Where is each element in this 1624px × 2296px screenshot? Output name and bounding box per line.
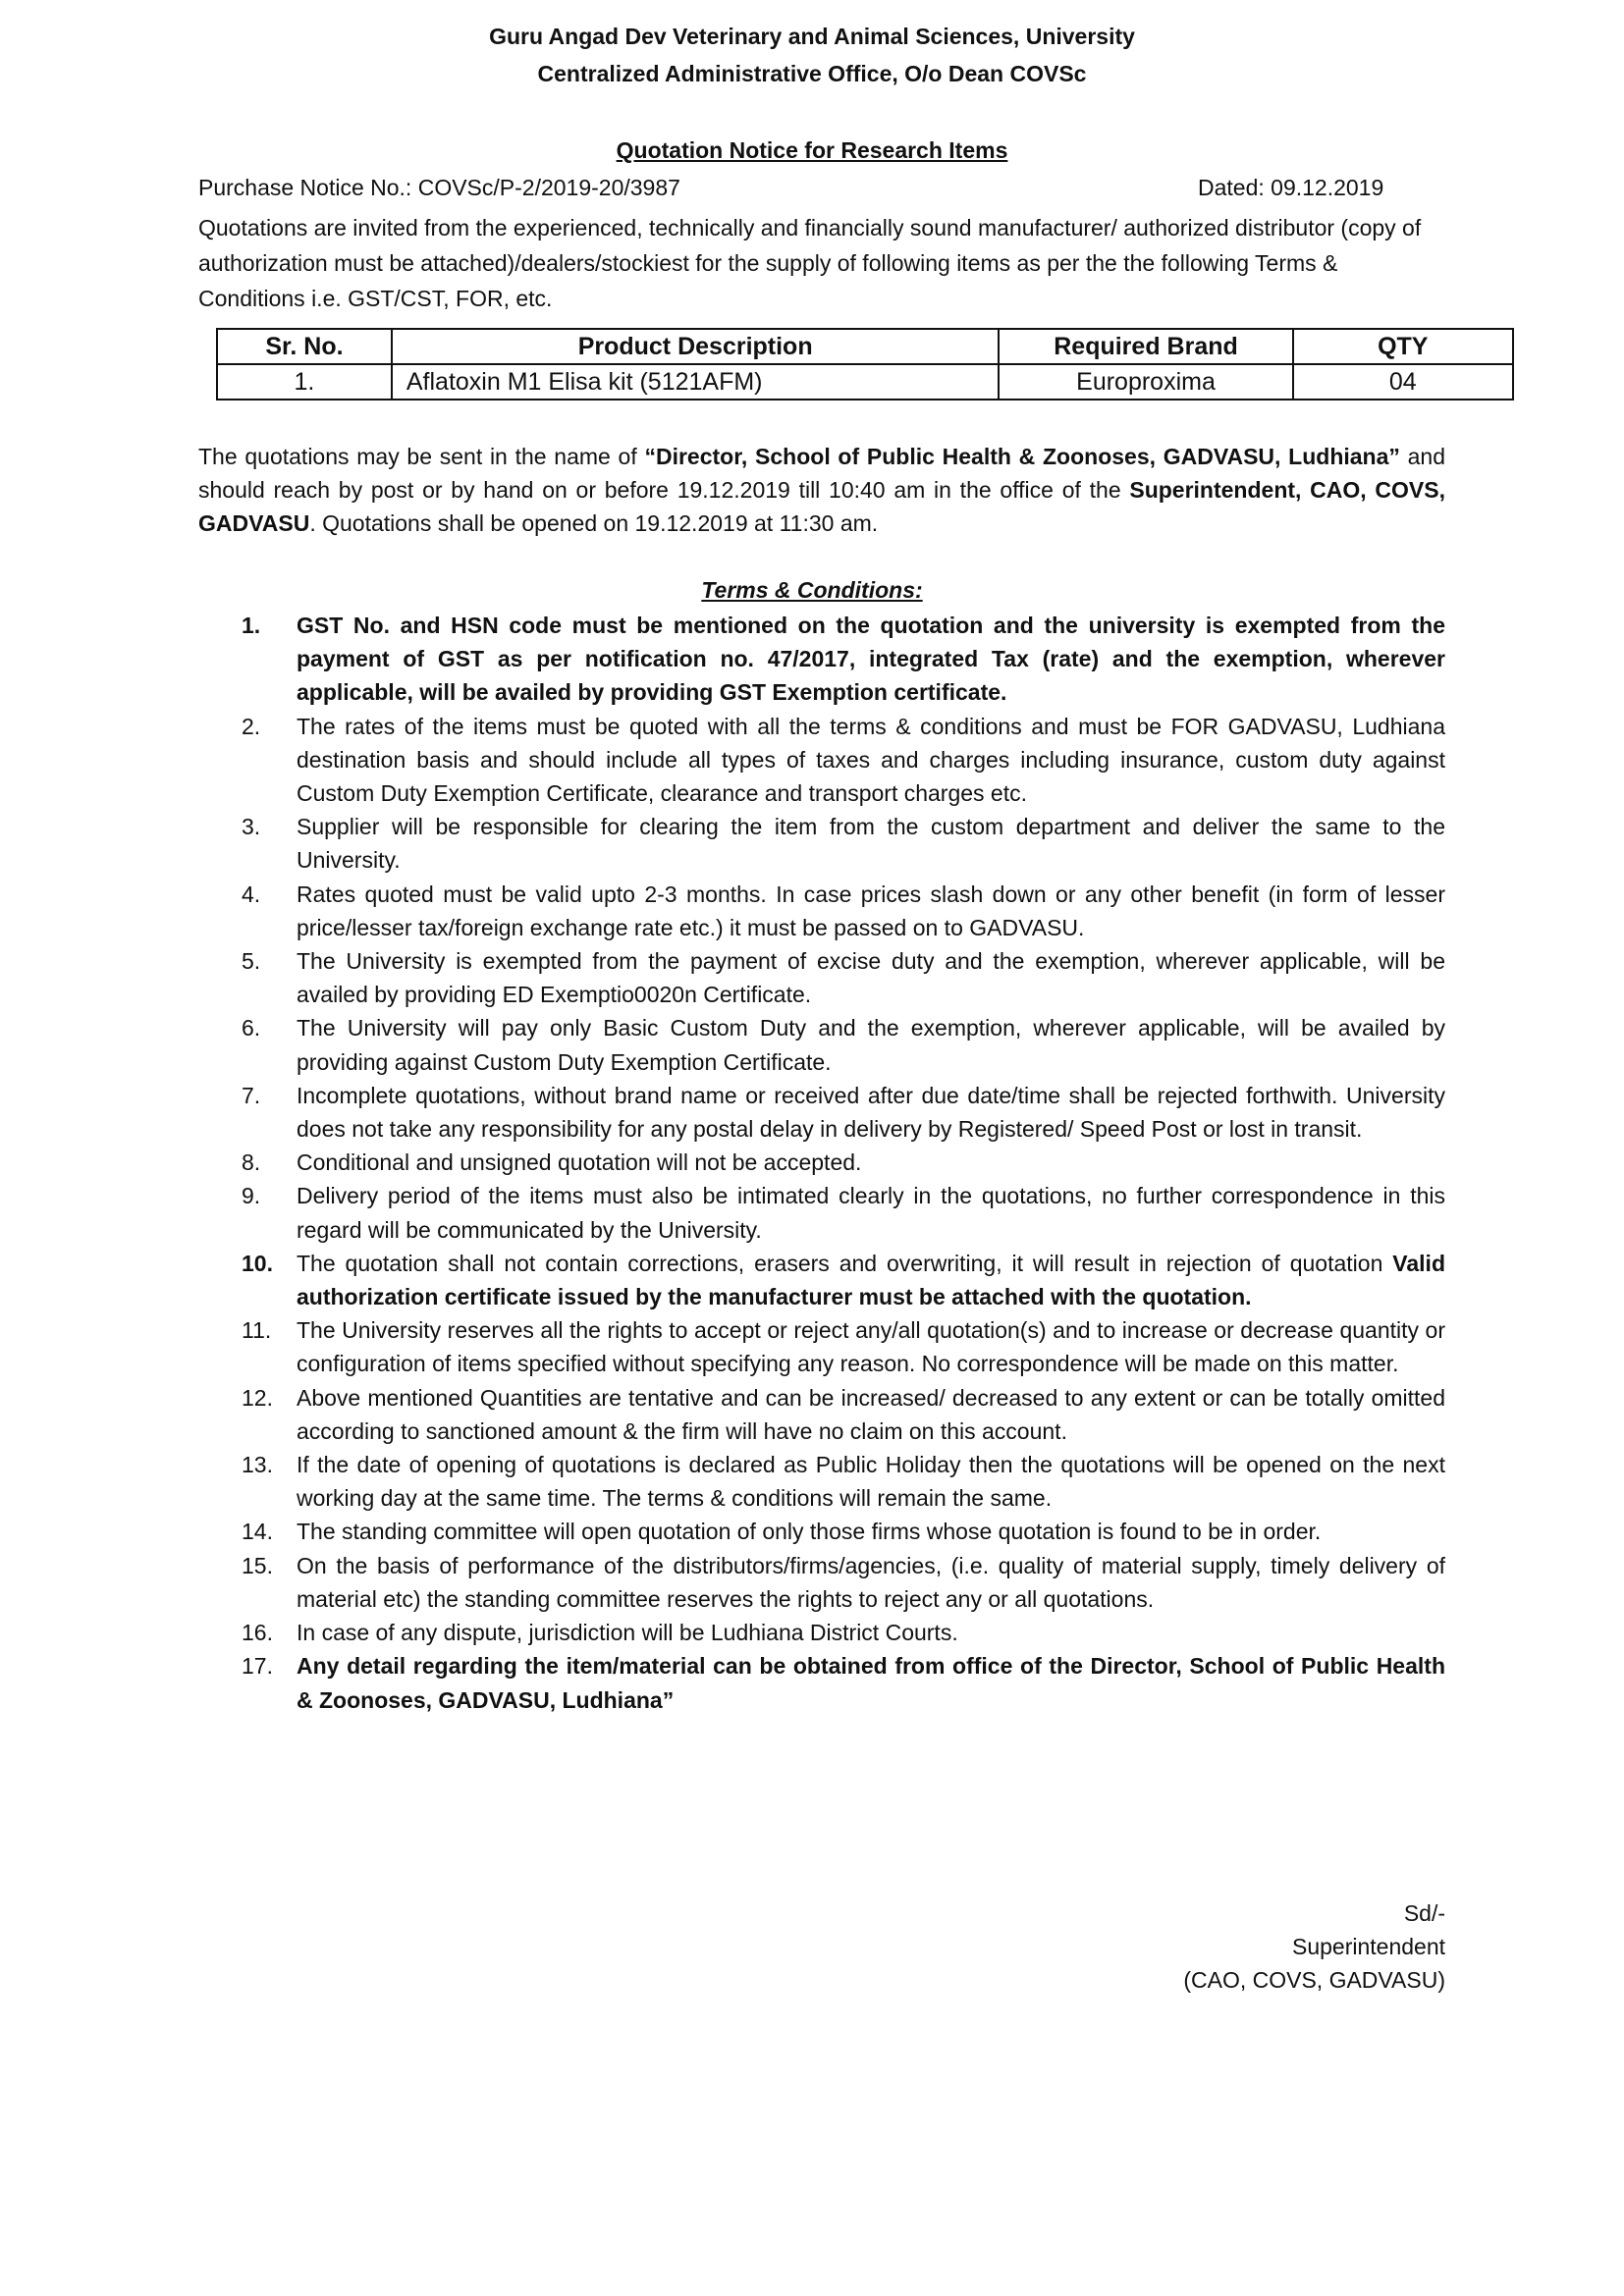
- term-number: 8.: [242, 1149, 261, 1176]
- list-item: [198, 1313, 1445, 1380]
- table-header-row: [217, 329, 1513, 364]
- term-number: 9.: [242, 1183, 261, 1209]
- term-text: Conditional and unsigned quotation will not be accepted.: [297, 1149, 862, 1176]
- list-item: [198, 1011, 1445, 1078]
- intro-paragraph: Quotations are invited from the experienced, technically and financially sound manufacturer/ authorized distributor (copy of authorization must be attached)/dealers/stockiest for the supply of following items as per the the following Terms & Conditions i.e. GST/CST, FOR, etc.: [198, 215, 1422, 311]
- term-number: 10.: [242, 1250, 273, 1276]
- term-text: In case of any dispute, jurisdiction will be Ludhiana District Courts.: [297, 1620, 958, 1646]
- term-text: The standing committee will open quotation of only those firms whose quotation is found to be in order.: [297, 1519, 1322, 1545]
- term-text: The University reserves all the rights to accept or reject any/all quotation(s) and to increase or decrease quantity or configuration of items specified without specifying any reason. No correspondence will be made on this matter.: [297, 1317, 1445, 1377]
- term-number: 14.: [242, 1519, 273, 1545]
- cell-product-description: Aflatoxin M1 Elisa kit (5121AFM): [392, 364, 1000, 400]
- submission-paragraph: [198, 440, 1445, 540]
- signature-office: (CAO, COVS, GADVASU): [1183, 1967, 1445, 1993]
- submission-office: Superintendent, CAO, COVS, GADVASU: [198, 477, 1445, 536]
- term-text-bold: Valid authorization certificate issued by the manufacturer must be attached with the quotation.: [297, 1250, 1445, 1310]
- term-number: 11.: [242, 1317, 272, 1344]
- list-item: [198, 810, 1445, 877]
- column-header-qty: QTY: [1293, 329, 1513, 364]
- term-text: Above mentioned Quantities are tentative and can be increased/ decreased to any extent or can be totally omitted according to sanctioned amount & the firm will have no claim on this account.: [297, 1384, 1445, 1444]
- submission-text-2: and should reach by post or by hand on or before 19.12.2019 till 10:40 am in the office of the: [198, 444, 1445, 503]
- cell-sr-no: 1.: [217, 364, 392, 400]
- term-number: 4.: [242, 881, 261, 907]
- notice-date: Dated: 09.12.2019: [1198, 175, 1384, 200]
- list-item: [198, 1079, 1445, 1146]
- submission-text-1: The quotations may be sent in the name of: [198, 444, 645, 469]
- term-text: Delivery period of the items must also be intimated clearly in the quotations, no further correspondence in this regard will be communicated by the University.: [297, 1183, 1445, 1243]
- term-number: 3.: [242, 814, 261, 840]
- list-item: [198, 1247, 1445, 1313]
- submission-addressee: “Director, School of Public Health & Zoonoses, GADVASU, Ludhiana”: [644, 444, 1400, 469]
- table-row: [217, 364, 1513, 400]
- terms-list: [198, 609, 1445, 1717]
- term-text: Supplier will be responsible for clearing the item from the custom department and deliver the same to the University.: [297, 814, 1445, 874]
- list-item: [198, 1649, 1445, 1716]
- list-item: [198, 710, 1445, 811]
- list-item: [198, 1448, 1445, 1515]
- signature-sd: Sd/-: [1403, 1900, 1445, 1926]
- terms-title: Terms & Conditions:: [701, 577, 923, 603]
- purchase-notice-number: Purchase Notice No.: COVSc/P-2/2019-20/3987: [198, 175, 680, 200]
- term-number: 1.: [242, 613, 261, 638]
- term-number: 15.: [242, 1552, 273, 1578]
- submission-text-3: . Quotations shall be opened on 19.12.2019 at 11:30 am.: [309, 510, 879, 536]
- list-item: [198, 878, 1445, 944]
- signature-designation: Superintendent: [1291, 1934, 1445, 1959]
- term-number: 12.: [242, 1384, 273, 1411]
- list-item: [198, 1146, 1445, 1179]
- term-number: 17.: [242, 1653, 273, 1680]
- term-number: 2.: [242, 713, 261, 739]
- items-table: [216, 328, 1514, 400]
- term-text: The University is exempted from the payment of excise duty and the exemption, wherever applicable, will be availed by providing ED Exemptio0020n Certificate.: [297, 948, 1445, 1008]
- list-item: [198, 609, 1445, 710]
- list-item: [198, 1616, 1445, 1649]
- term-number: 16.: [242, 1620, 273, 1646]
- term-text: Rates quoted must be valid upto 2-3 months. In case prices slash down or any other benefit (in form of lesser price/lesser tax/foreign exchange rate etc.) it must be passed on to GADVASU.: [297, 881, 1445, 940]
- university-name: Guru Angad Dev Veterinary and Animal Sciences, University: [489, 24, 1135, 49]
- term-text: If the date of opening of quotations is declared as Public Holiday then the quotations will be opened on the next working day at the same time. The terms & conditions will remain the same.: [297, 1452, 1445, 1512]
- list-item: [198, 1179, 1445, 1246]
- term-text: The University will pay only Basic Custom Duty and the exemption, wherever applicable, will be availed by providing against Custom Duty Exemption Certificate.: [297, 1015, 1445, 1075]
- list-item: [198, 1515, 1445, 1548]
- term-text: Incomplete quotations, without brand name or received after due date/time shall be rejected forthwith. University does not take any responsibility for any postal delay in delivery by Registered/ Speed Post or lost in transit.: [297, 1082, 1445, 1143]
- office-name: Centralized Administrative Office, O/o Dean COVSc: [537, 61, 1087, 86]
- cell-required-brand: Europroxima: [999, 364, 1292, 400]
- column-header-sr-no: Sr. No.: [217, 329, 392, 364]
- term-text: The rates of the items must be quoted with all the terms & conditions and must be FOR GADVASU, Ludhiana destination basis and should include all types of taxes and charges including insurance, custom duty against Custom Duty Exemption Certificate, clearance and transport charges etc.: [297, 713, 1445, 807]
- term-text: GST No. and HSN code must be mentioned on the quotation and the university is exempted from the payment of GST as per notification no. 47/2017, integrated Tax (rate) and the exemption, wherever applicable, will be availed by providing GST Exemption certificate.: [297, 613, 1445, 706]
- term-number: 5.: [242, 948, 261, 975]
- term-number: 13.: [242, 1452, 273, 1478]
- cell-qty: 04: [1293, 364, 1513, 400]
- column-header-required-brand: Required Brand: [999, 329, 1292, 364]
- list-item: [198, 1549, 1445, 1616]
- list-item: [198, 944, 1445, 1011]
- term-text: The quotation shall not contain corrections, erasers and overwriting, it will result in rejection of quotation: [297, 1250, 1393, 1276]
- term-text: Any detail regarding the item/material can be obtained from office of the Director, School of Public Health & Zoonoses, GADVASU, Ludhiana”: [297, 1653, 1445, 1713]
- notice-title: Quotation Notice for Research Items: [616, 137, 1008, 163]
- list-item: [198, 1381, 1445, 1448]
- column-header-product-description: Product Description: [392, 329, 1000, 364]
- term-number: 6.: [242, 1015, 261, 1041]
- term-text: On the basis of performance of the distributors/firms/agencies, (i.e. quality of material supply, timely delivery of material etc) the standing committee reserves the rights to reject any or all quotations.: [297, 1552, 1445, 1612]
- term-number: 7.: [242, 1082, 261, 1108]
